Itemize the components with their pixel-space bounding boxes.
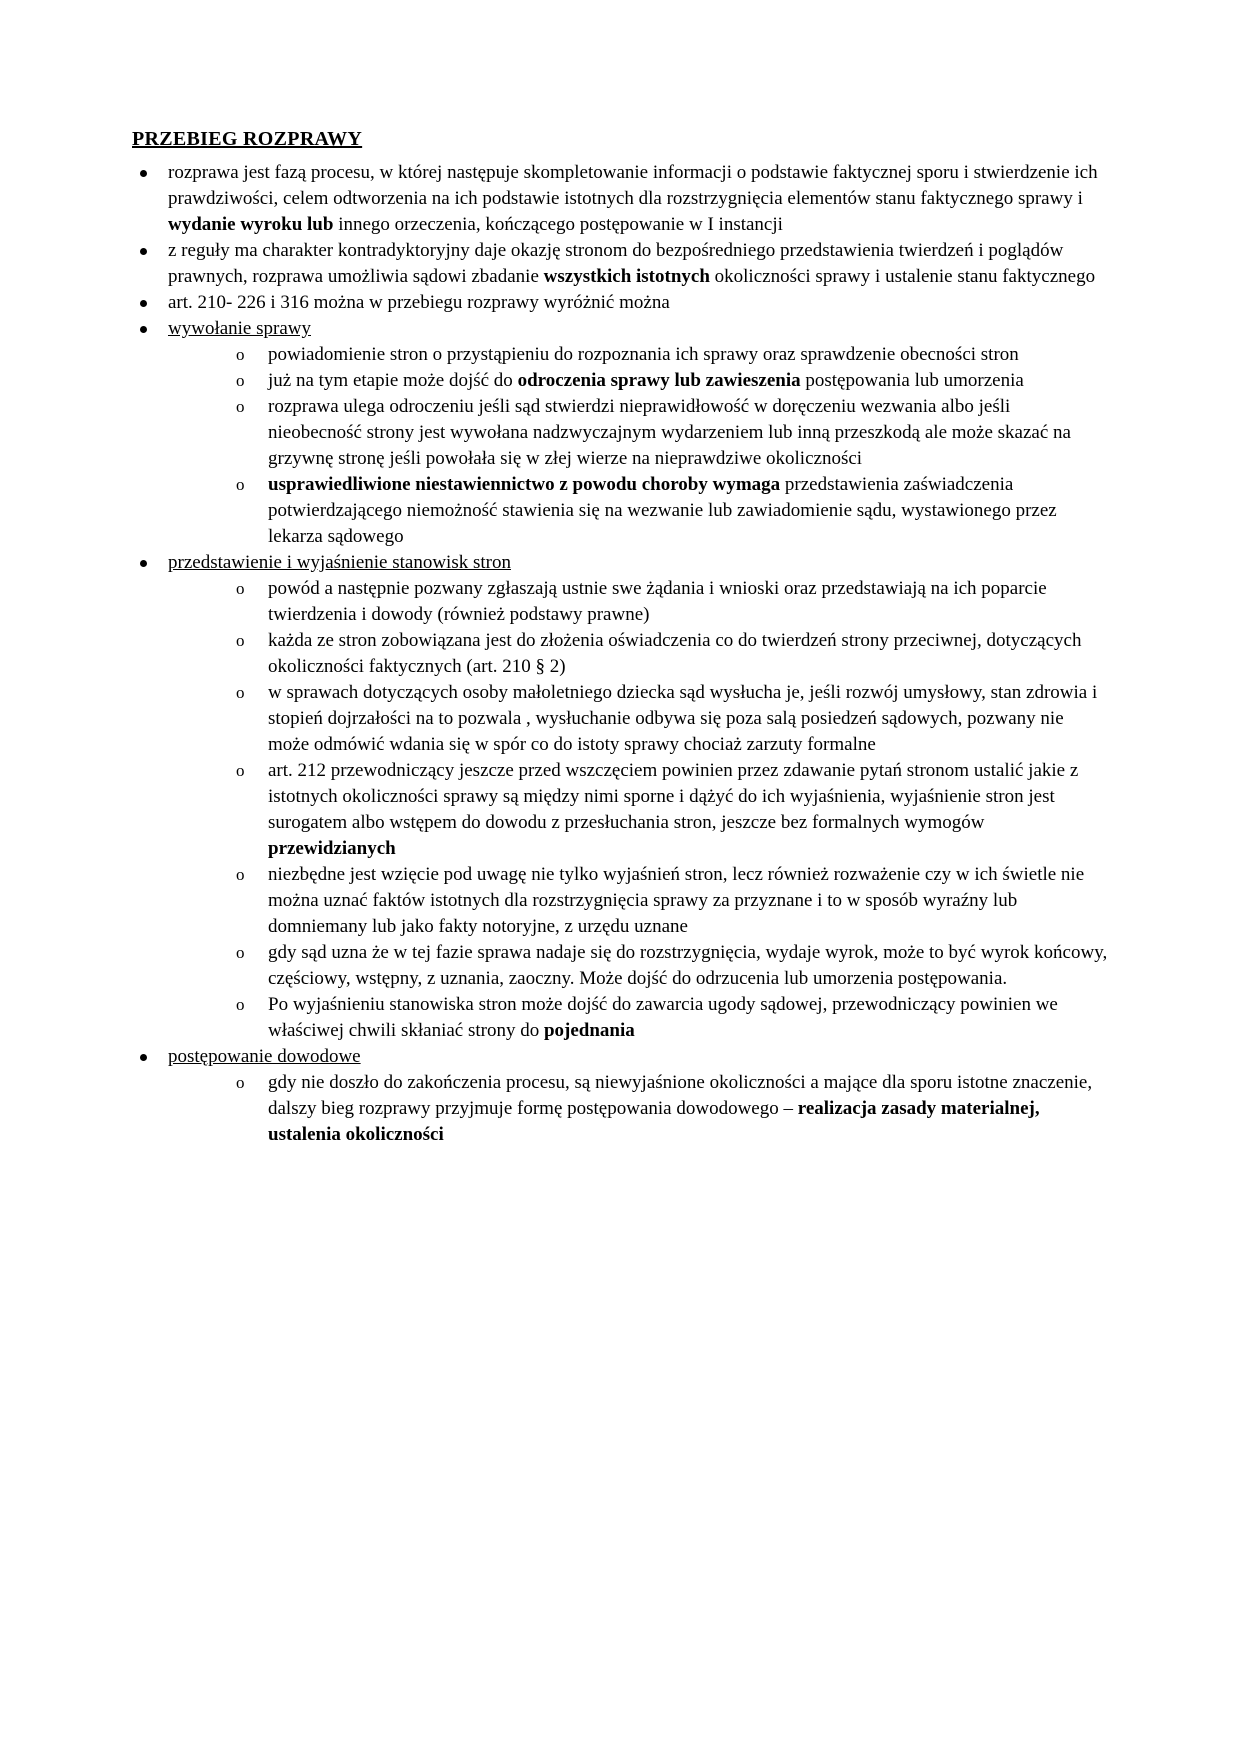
text-run: z reguły ma charakter kontradyktoryjny daje okazję stronom do bezpośredniego przedstawienia twierdzeń i poglądów prawnych, rozprawa umożliwia sądowi zbadanie	[168, 240, 1064, 287]
bullet-circle-icon: o	[236, 371, 245, 390]
text-run: powód a następnie pozwany zgłaszają ustnie swe żądania i wnioski oraz przedstawiają na ich poparcie twierdzenia i dowody (również podstawy prawne)	[268, 578, 1047, 625]
bullet-circle-icon: o	[236, 865, 245, 884]
item-text	[268, 1070, 1108, 1148]
bullet-disc-icon	[140, 1054, 147, 1061]
sub-bullet-item	[236, 1070, 1108, 1148]
bullet-disc-icon	[138, 238, 168, 255]
text-run: pojednania	[543, 1020, 635, 1041]
bullet-disc-icon	[140, 326, 147, 333]
text-run: Po wyjaśnieniu stanowiska stron może dojść do zawarcia ugody sądowej, przewodniczący powinien we właściwej chwili skłaniać strony do	[268, 994, 1058, 1041]
item-text	[268, 342, 1108, 368]
text-run: przedstawienie i wyjaśnienie stanowisk stron	[168, 552, 511, 573]
bullet-circle-icon: o	[236, 475, 245, 494]
text-run: rozprawa ulega odroczeniu jeśli sąd stwierdzi nieprawidłowość w doręczeniu wezwania albo jeśli nieobecność strony jest wywołana nadzwyczajnym wydarzeniem lub inną przeszkodą ale może skazać na grzywnę stronę jeśli powołała się w złej wierze na nieprawdziwe okoliczności	[268, 396, 1071, 469]
text-run: niezbędne jest wzięcie pod uwagę nie tylko wyjaśnień stron, lecz również rozważenie czy w ich świetle nie można uznać faktów istotnych dla rozstrzygnięcia sprawy za przyznane i to w sposób wyraźny lub domniemany lub jako fakty notoryjne, z urzędu uznane	[268, 864, 1085, 937]
page-title: PRZEBIEG ROZPRAWY	[132, 128, 363, 150]
text-run: usprawiedliwione niestawiennictwo z powodu choroby wymaga	[268, 474, 781, 495]
item-text	[268, 680, 1108, 758]
bullet-disc-icon	[138, 290, 168, 307]
item-text	[268, 368, 1108, 394]
item-text	[268, 576, 1108, 628]
sub-bullet-item	[236, 472, 1108, 550]
bullet-circle-icon: o	[236, 995, 245, 1014]
bullet-item	[138, 550, 1108, 576]
bullet-item	[138, 1044, 1108, 1070]
sub-bullet-item	[236, 992, 1108, 1044]
bullet-disc-icon	[140, 300, 147, 307]
bullet-disc-icon	[140, 248, 147, 255]
item-text	[268, 472, 1108, 550]
item-text	[268, 940, 1108, 992]
sub-bullet-item	[236, 628, 1108, 680]
text-run: wywołanie sprawy	[168, 318, 311, 339]
text-run: realizacja zasady materialnej, ustalenia okoliczności	[268, 1098, 1040, 1145]
bullet-disc-icon	[138, 1044, 168, 1061]
text-run: każda ze stron zobowiązana jest do złożenia oświadczenia co do twierdzeń strony przeciwnej, dotyczących okoliczności faktycznych (art. 210 § 2)	[268, 630, 1082, 677]
bullet-circle-icon: o	[236, 943, 245, 962]
text-run: już na tym etapie może dojść do	[268, 370, 518, 391]
item-text	[168, 238, 1108, 290]
text-run: przewidzianych	[268, 838, 396, 859]
text-run: przedstawienia zaświadczenia potwierdzającego niemożność stawienia się na wezwanie lub zawiadomienie sądu, wystawionego przez lekarza sądowego	[268, 474, 1057, 547]
text-run: postępowania lub umorzenia	[800, 370, 1024, 391]
bullet-item	[138, 316, 1108, 342]
sub-bullet-item	[236, 394, 1108, 472]
text-run: art. 210- 226 i 316 można w przebiegu rozprawy wyróżnić można	[168, 292, 670, 313]
sub-bullet-item	[236, 862, 1108, 940]
bullet-disc-icon	[138, 550, 168, 567]
item-text	[168, 1044, 1108, 1070]
bullet-circle-icon: o	[236, 1073, 245, 1092]
sub-bullet-item	[236, 576, 1108, 628]
text-run: wydanie wyroku lub	[168, 214, 334, 235]
bullet-item	[138, 160, 1108, 238]
bullet-list	[132, 160, 1108, 1148]
item-text	[268, 862, 1108, 940]
item-text	[168, 550, 1108, 576]
bullet-circle-icon: o	[236, 579, 245, 598]
bullet-disc-icon	[140, 560, 147, 567]
bullet-circle-icon: o	[236, 631, 245, 650]
sub-bullet-item	[236, 342, 1108, 368]
bullet-circle-icon: o	[236, 397, 245, 416]
sub-bullet-item	[236, 758, 1108, 862]
bullet-item	[138, 290, 1108, 316]
bullet-circle-icon: o	[236, 761, 245, 780]
item-text	[268, 628, 1108, 680]
text-run: powiadomienie stron o przystąpieniu do rozpoznania ich sprawy oraz sprawdzenie obecności stron	[268, 344, 1019, 365]
text-run: gdy sąd uzna że w tej fazie sprawa nadaje się do rozstrzygnięcia, wydaje wyrok, może to być wyrok końcowy, częściowy, wstępny, z uznania, zaoczny. Może dojść do odrzucenia lub umorzenia postępowania.	[268, 942, 1108, 989]
item-text	[168, 316, 1108, 342]
bullet-disc-icon	[140, 170, 147, 177]
text-run: postępowanie dowodowe	[168, 1046, 361, 1067]
bullet-disc-icon	[138, 160, 168, 177]
sub-bullet-item	[236, 940, 1108, 992]
text-run: okoliczności sprawy i ustalenie stanu faktycznego	[709, 266, 1096, 287]
bullet-circle-icon: o	[236, 683, 245, 702]
bullet-circle-icon: o	[236, 345, 245, 364]
item-text	[168, 290, 1108, 316]
text-run: wszystkich istotnych	[543, 266, 710, 287]
item-text	[268, 758, 1108, 862]
bullet-item	[138, 238, 1108, 290]
item-text	[268, 992, 1108, 1044]
item-text	[168, 160, 1108, 238]
text-run: w sprawach dotyczących osoby małoletniego dziecka sąd wysłucha je, jeśli rozwój umysłowy, stan zdrowia i stopień dojrzałości na to pozwala , wysłuchanie odbywa się poza salą posiedzeń sądowych, pozwany nie może odmówić wdania się w spór co do istoty sprawy chociaż zarzuty formalne	[268, 682, 1098, 755]
text-run: odroczenia sprawy lub zawieszenia	[517, 370, 801, 391]
bullet-disc-icon	[138, 316, 168, 333]
sub-bullet-item	[236, 680, 1108, 758]
text-run: gdy nie doszło do zakończenia procesu, są niewyjaśnione okoliczności a mające dla sporu istotne znaczenie, dalszy bieg rozprawy przyjmuje formę postępowania dowodowego –	[268, 1072, 1093, 1119]
sub-bullet-item	[236, 368, 1108, 394]
text-run: rozprawa jest fazą procesu, w której następuje skompletowanie informacji o podstawie faktycznej sporu i stwierdzenie ich prawdziwości, celem odtworzenia na ich podstawie istotnych dla rozstrzygnięcia elementów stanu faktycznego sprawy i	[168, 162, 1098, 209]
text-run: innego orzeczenia, kończącego postępowanie w I instancji	[333, 214, 783, 235]
item-text	[268, 394, 1108, 472]
text-run: art. 212 przewodniczący jeszcze przed wszczęciem powinien przez zdawanie pytań stronom ustalić jakie z istotnych okoliczności sprawy są między nimi sporne i dążyć do ich wyjaśnienia, wyjaśnienie stron jest surogatem albo wstępem do dowodu z przesłuchania stron, jeszcze bez formalnych wymogów	[268, 760, 1079, 833]
